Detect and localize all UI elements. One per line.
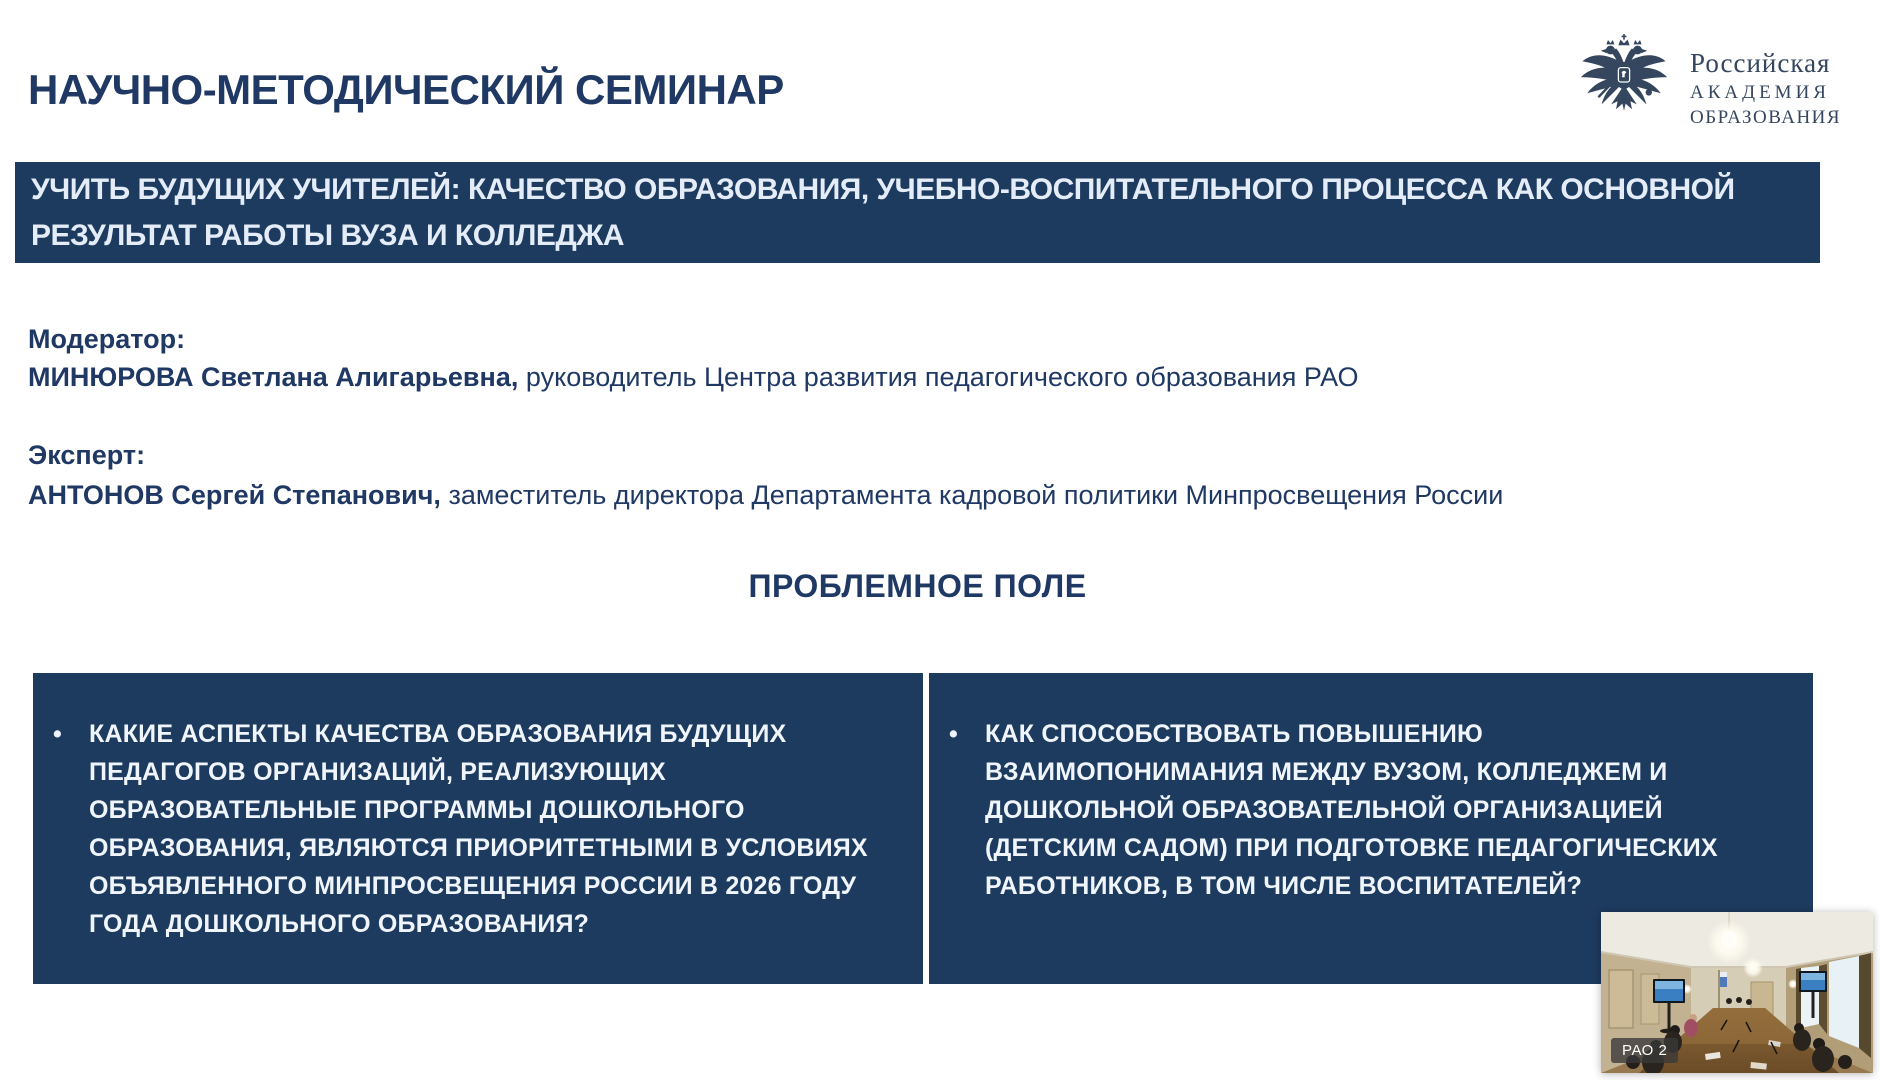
section-heading: ПРОБЛЕМНОЕ ПОЛЕ [748, 568, 1087, 604]
expert-role: заместитель директора Департамента кадровой политики Минпросвещения России [440, 480, 1504, 510]
expert-name: АНТОНОВ Сергей Степанович, [28, 480, 441, 510]
banner-text: УЧИТЬ БУДУЩИХ УЧИТЕЛЕЙ: КАЧЕСТВО ОБРАЗОВАНИЯ, УЧЕБНО-ВОСПИТАТЕЛЬНОГО ПРОЦЕССА КАК ОСНОВНОЙ РЕЗУЛЬТАТ РАБОТЫ ВУЗА И КОЛЛЕДЖА [31, 172, 1735, 252]
expert-line [28, 480, 1503, 511]
double-headed-eagle-icon [1576, 34, 1672, 130]
logo-line: АКАДЕМИЯ [1690, 82, 1830, 103]
slide-title-banner [15, 162, 1820, 263]
problem-box-left [33, 673, 923, 984]
page-title: НАУЧНО-МЕТОДИЧЕСКИЙ СЕМИНАР [28, 66, 784, 113]
video-thumbnail[interactable] [1601, 912, 1873, 1073]
rao-logo-text [1690, 48, 1841, 129]
video-source-label: РАО 2 [1611, 1038, 1678, 1063]
logo-line: Российская [1690, 48, 1831, 78]
logo-line: ОБРАЗОВАНИЯ [1690, 107, 1842, 128]
problem-text: КАКИЕ АСПЕКТЫ КАЧЕСТВА ОБРАЗОВАНИЯ БУДУЩИХ ПЕДАГОГОВ ОРГАНИЗАЦИЙ, РЕАЛИЗУЮЩИХ ОБРАЗОВАТЕЛЬНЫЕ ПРОГРАММЫ ДОШКОЛЬНОГО ОБРАЗОВАНИЯ, ЯВЛЯЮТСЯ ПРИОРИТЕТНЫМИ В УСЛОВИЯХ ОБЪЯВЛЕННОГО МИНПРОСВЕЩЕНИЯ РОССИИ В 2026 ГОДУ ГОДА ДОШКОЛЬНОГО ОБРАЗОВАНИЯ? [89, 720, 868, 938]
bullet-glyph: • [53, 720, 62, 748]
moderator-label: Модератор: [28, 324, 186, 354]
moderator-role: руководитель Центра развития педагогического образования РАО [518, 362, 1359, 392]
moderator-line [28, 362, 1359, 393]
moderator-name: МИНЮРОВА Светлана Алигарьевна, [28, 362, 519, 392]
problem-text: КАК СПОСОБСТВОВАТЬ ПОВЫШЕНИЮ ВЗАИМОПОНИМАНИЯ МЕЖДУ ВУЗОМ, КОЛЛЕДЖЕМ И ДОШКОЛЬНОЙ ОБРАЗОВАТЕЛЬНОЙ ОРГАНИЗАЦИЕЙ (ДЕТСКИМ САДОМ) ПРИ ПОДГОТОВКЕ ПЕДАГОГИЧЕСКИХ РАБОТНИКОВ, В ТОМ ЧИСЛЕ ВОСПИТАТЕЛЕЙ? [985, 720, 1718, 900]
bullet-glyph: • [949, 720, 958, 748]
expert-label: Эксперт: [28, 440, 146, 470]
